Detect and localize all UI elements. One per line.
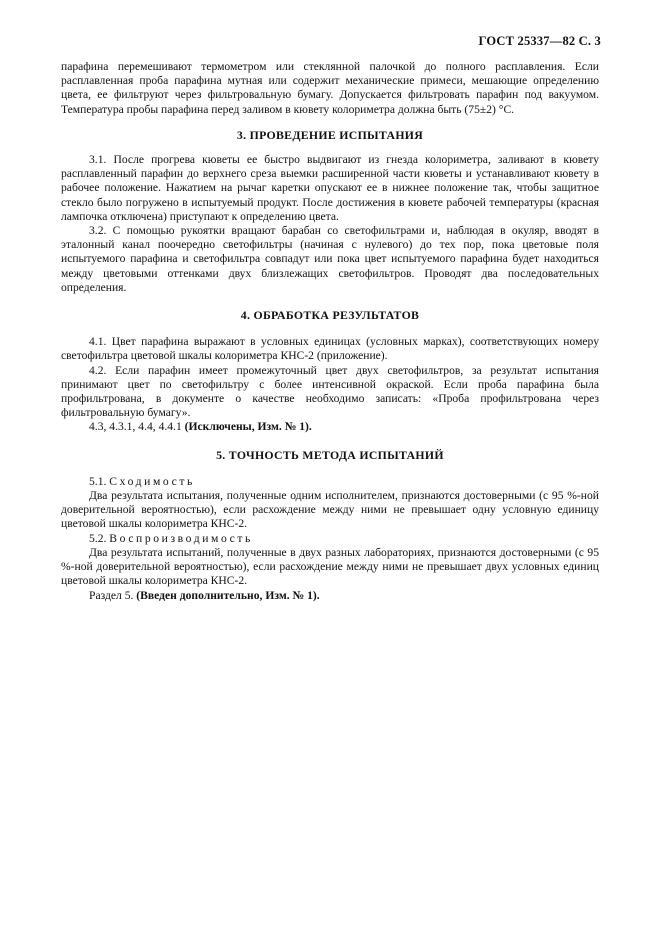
excluded-items: 4.3, 4.3.1, 4.4, 4.4.1 (89, 420, 182, 434)
subsection-5-1-title: Сходимость (109, 474, 195, 488)
paragraph-3-2: 3.2. С помощью рукоятки вращают барабан со светофильтрами и, наблюдая в окуляр, вводят в эталонный канал поочередно светофильтры (начиная с нулевого) до тех пор, пока цветовые поля испытуемого парафина и светофильтра совпадут или пока цвет испытуемого парафина будет находиться между цветовыми оттенками двух близлежащих светофильтров. Проводят два последовательных определения. (61, 224, 599, 294)
subsection-5-2-number: 5.2. (89, 531, 107, 545)
section-5-title: 5. ТОЧНОСТЬ МЕТОДА ИСПЫТАНИЙ (216, 447, 444, 462)
paragraph-5-2: Два результата испытаний, полученные в двух разных лабораториях, признаются достоверными (с 95 %-ной доверительной вероятностью), если расхождение между ними не превышает двух условных единиц цветовой шкалы колориметра КНС-2. (61, 545, 599, 588)
document-body (61, 60, 599, 603)
paragraph-4-2: 4.2. Если парафин имеет промежуточный цвет двух светофильтров, за результат испытания принимают цвет по светофильтру с более интенсивной окраской. Если проба парафина была профильтрована, в документе о качестве необходимо записать: «Проба профильтрована через фильтровальную бумагу». (61, 363, 599, 420)
page-header: ГОСТ 25337—82 С. 3 (478, 34, 601, 48)
amendment-label: Раздел 5. (89, 588, 134, 602)
paragraph-3-1: 3.1. После прогрева кюветы ее быстро выдвигают из гнезда колориметра, заливают в кювету расплавленный парафин до верхнего среза выемки расширенной части кюветы и устанавливают кювету в рабочее положение. Нажатием на рычаг каретки опускают ее в нижнее положение так, чтобы защитное стекло было погружено в испытуемый продукт. После достижения в кювете рабочей температуры (красная лампочка отключена) приступают к определению цвета. (61, 153, 599, 223)
paragraph-4-3-excluded (61, 420, 599, 434)
section-3-title: 3. ПРОВЕДЕНИЕ ИСПЫТАНИЯ (236, 127, 424, 142)
excluded-note: (Исключены, Изм. № 1). (184, 420, 312, 434)
amendment-note: (Введен дополнительно, Изм. № 1). (136, 588, 320, 602)
subsection-5-2-heading (61, 532, 599, 546)
paragraph-4-1: 4.1. Цвет парафина выражают в условных единицах (условных марках), соответствующих номеру светофильтра цветовой шкалы колориметра КНС-2 (приложение). (61, 335, 599, 363)
paragraph-5-1: Два результата испытания, полученные одним исполнителем, признаются достоверными (с 95 %-ной доверительной вероятностью), если расхождение между ними не превышает одну условную единицу цветовой шкалы колориметра КНС-2. (61, 489, 599, 531)
section-4-title: 4. ОБРАБОТКА РЕЗУЛЬТАТОВ (240, 308, 420, 323)
section-5-amendment (61, 589, 599, 603)
subsection-5-2-title: Воспроизводимость (109, 531, 253, 545)
intro-paragraph: парафина перемешивают термометром или стеклянной палочкой до полного расплавления. Если расплавленная проба парафина мутная или содержит механические примеси, мешающие определению цвета, ее фильтруют через фильтровальную бумагу. Допускается фильтровать парафин под вакуумом. Температура пробы парафина перед заливом в кювету колориметра должна быть (75±2) °С. (61, 60, 599, 116)
subsection-5-1-number: 5.1. (89, 474, 107, 488)
subsection-5-1-heading (61, 475, 599, 489)
